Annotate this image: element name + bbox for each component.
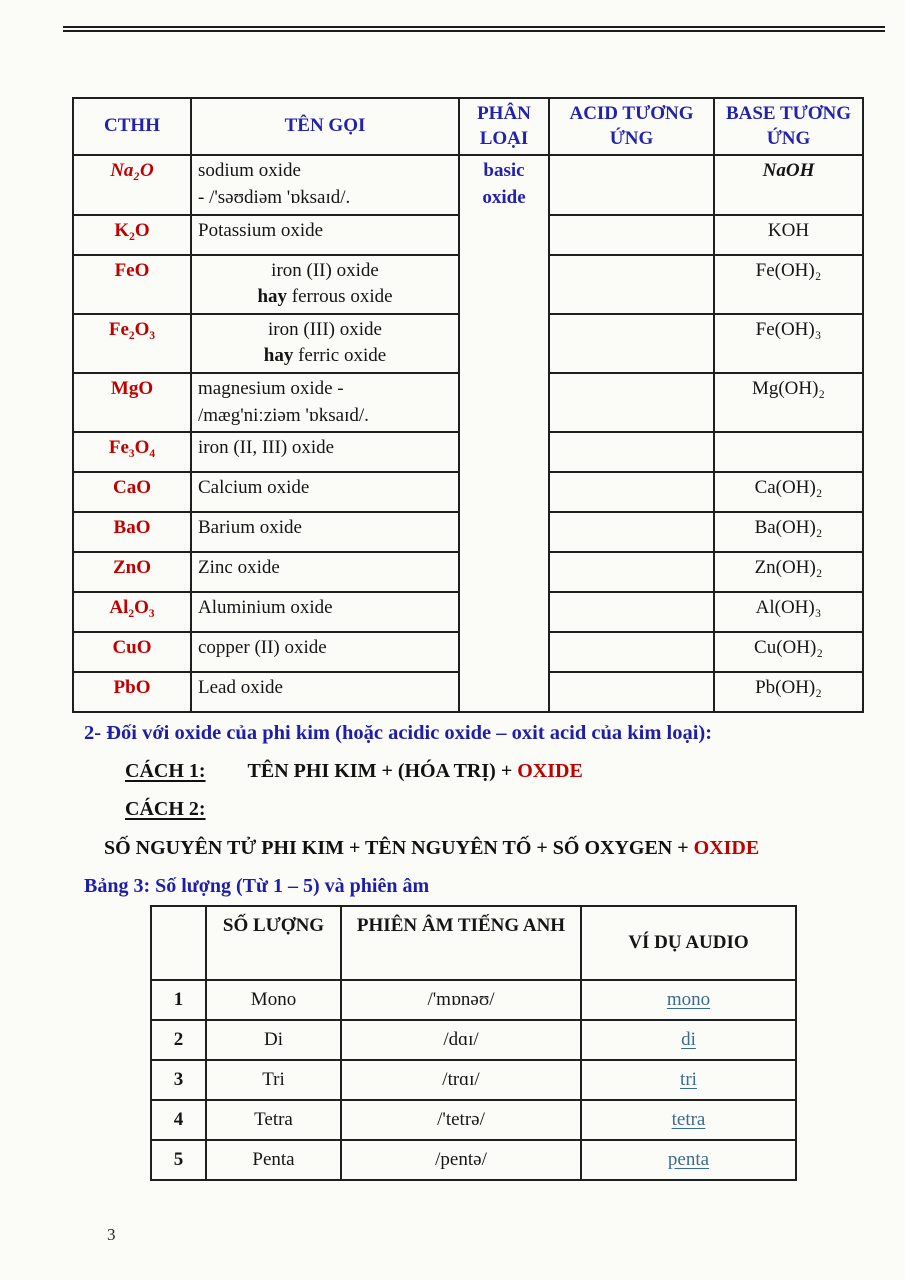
classification-word: basic (483, 160, 525, 182)
quantity-number: 3 (151, 1060, 206, 1100)
quantity-word: Tri (206, 1060, 341, 1100)
base-cell: Pb(OH)₂ (714, 672, 863, 712)
section-2 (0, 714, 905, 898)
quantity-ipa: /'mɒnəʊ/ (341, 980, 581, 1020)
audio-link-penta[interactable]: penta (667, 1149, 710, 1170)
quantity-ipa: /dɑɪ/ (341, 1020, 581, 1060)
quantity-audio-cell (581, 980, 796, 1020)
page-header-rule (63, 26, 885, 32)
audio-link-mono[interactable]: mono (666, 989, 711, 1010)
classification-cell (459, 155, 549, 712)
formula-cell: Na₂O (73, 155, 191, 214)
base-cell: Al(OH)₃ (714, 592, 863, 632)
quantity-row (151, 1100, 796, 1140)
name-line: - /'səʊdiəm 'ɒksaɪd/. (198, 186, 351, 208)
cach-2-line (125, 798, 905, 821)
quantity-word: Mono (206, 980, 341, 1020)
quantity-word: Tetra (206, 1100, 341, 1140)
base-cell (714, 432, 863, 472)
audio-link-di[interactable]: di (681, 1029, 696, 1050)
name-line: hay ferrous oxide (257, 286, 393, 308)
base-cell: Zn(OH)₂ (714, 552, 863, 592)
cach-2-oxide-word: OXIDE (693, 837, 760, 859)
acid-cell (549, 672, 714, 712)
acid-cell (549, 512, 714, 552)
base-cell: Mg(OH)₂ (714, 373, 863, 432)
formula-cell: K₂O (73, 215, 191, 255)
cach-1-formula: TÊN PHI KIM + (HÓA TRỊ) + (247, 760, 518, 782)
name-cell (191, 592, 459, 632)
name-line: /mæg'niːziəm 'ɒksaɪd/. (198, 404, 369, 426)
name-line: iron (II, III) oxide (198, 437, 335, 459)
quantity-number: 5 (151, 1140, 206, 1180)
oxide-row (73, 155, 863, 214)
name-line: Barium oxide (198, 517, 302, 539)
section-2-heading: 2- Đối với oxide của phi kim (hoặc acidic oxide – oxit acid của kim loại): (84, 722, 713, 744)
header-base-tuong-ung: BASE TƯƠNG ỨNG (714, 98, 863, 155)
base-cell: Ca(OH)₂ (714, 472, 863, 512)
base-cell: Cu(OH)₂ (714, 632, 863, 672)
acid-cell (549, 155, 714, 214)
base-cell: NaOH (714, 155, 863, 214)
name-line: magnesium oxide - (198, 377, 344, 399)
acid-cell (549, 373, 714, 432)
quantity-number: 1 (151, 980, 206, 1020)
header-cthh: CTHH (73, 98, 191, 155)
name-cell (191, 512, 459, 552)
formula-cell: Al₂O₃ (73, 592, 191, 632)
formula-cell: CaO (73, 472, 191, 512)
formula-cell: ZnO (73, 552, 191, 592)
formula-cell: BaO (73, 512, 191, 552)
formula-cell: FeO (73, 255, 191, 314)
formula-cell: Fe₂O₃ (73, 314, 191, 373)
name-line: hay ferric oxide (263, 345, 387, 367)
name-cell (191, 672, 459, 712)
oxide-table-header-row (73, 98, 863, 155)
cach-2-formula-line (104, 837, 905, 860)
header-phien-am: PHIÊN ÂM TIẾNG ANH (341, 906, 581, 980)
base-cell: Fe(OH)₂ (714, 255, 863, 314)
audio-link-tri[interactable]: tri (680, 1069, 697, 1090)
name-line: sodium oxide (198, 160, 301, 182)
base-cell: KOH (714, 215, 863, 255)
page-number: 3 (107, 1225, 116, 1244)
quantity-audio-cell (581, 1140, 796, 1180)
header-vi-du-audio: VÍ DỤ AUDIO (581, 906, 796, 980)
quantity-ipa: /trɑɪ/ (341, 1060, 581, 1100)
quantity-table (150, 905, 797, 1181)
acid-cell (549, 215, 714, 255)
cach-2-formula: SỐ NGUYÊN TỬ PHI KIM + TÊN NGUYÊN TỐ + SỐ OXYGEN + (104, 837, 694, 859)
header-ten-goi: TÊN GỌI (191, 98, 459, 155)
quantity-table-header-row (151, 906, 796, 980)
cach-1-label: CÁCH 1: (125, 760, 206, 782)
cach-1-line (125, 760, 905, 783)
name-cell (191, 472, 459, 512)
name-line: copper (II) oxide (198, 637, 327, 659)
acid-cell (549, 314, 714, 373)
name-line: iron (II) oxide (271, 259, 379, 281)
formula-cell: Fe₃O₄ (73, 432, 191, 472)
name-line: Calcium oxide (198, 477, 310, 499)
name-cell (191, 314, 459, 373)
table-3-caption: Bảng 3: Số lượng (Từ 1 – 5) và phiên âm (84, 875, 430, 897)
header-so-luong: SỐ LƯỢNG (206, 906, 341, 980)
quantity-audio-cell (581, 1100, 796, 1140)
name-line: Lead oxide (198, 677, 283, 699)
acid-cell (549, 552, 714, 592)
audio-link-tetra[interactable]: tetra (671, 1109, 706, 1130)
base-cell: Ba(OH)₂ (714, 512, 863, 552)
name-cell (191, 215, 459, 255)
name-cell (191, 255, 459, 314)
name-cell (191, 632, 459, 672)
quantity-ipa: /'tetrə/ (341, 1100, 581, 1140)
quantity-row (151, 980, 796, 1020)
name-line: Aluminium oxide (198, 597, 333, 619)
formula-cell: PbO (73, 672, 191, 712)
name-line: iron (III) oxide (268, 318, 382, 340)
classification-word: oxide (482, 186, 526, 208)
acid-cell (549, 255, 714, 314)
quantity-audio-cell (581, 1020, 796, 1060)
formula-cell: MgO (73, 373, 191, 432)
cach-1-oxide-word: OXIDE (517, 760, 583, 782)
base-cell: Fe(OH)₃ (714, 314, 863, 373)
quantity-ipa: /pentə/ (341, 1140, 581, 1180)
quantity-number: 4 (151, 1100, 206, 1140)
acid-cell (549, 472, 714, 512)
quantity-word: Di (206, 1020, 341, 1060)
name-cell (191, 373, 459, 432)
header-empty (151, 906, 206, 980)
name-cell (191, 432, 459, 472)
formula-cell: CuO (73, 632, 191, 672)
header-phan-loai: PHÂN LOẠI (459, 98, 549, 155)
name-line: Zinc oxide (198, 557, 280, 579)
name-cell (191, 552, 459, 592)
acid-cell (549, 632, 714, 672)
oxide-table (72, 97, 864, 713)
quantity-word: Penta (206, 1140, 341, 1180)
cach-2-label: CÁCH 2: (125, 798, 206, 820)
quantity-audio-cell (581, 1060, 796, 1100)
acid-cell (549, 592, 714, 632)
quantity-row (151, 1060, 796, 1100)
acid-cell (549, 432, 714, 472)
header-acid-tuong-ung: ACID TƯƠNG ỨNG (549, 98, 714, 155)
quantity-row (151, 1140, 796, 1180)
quantity-row (151, 1020, 796, 1060)
name-line: Potassium oxide (198, 219, 324, 241)
quantity-number: 2 (151, 1020, 206, 1060)
name-cell (191, 155, 459, 214)
